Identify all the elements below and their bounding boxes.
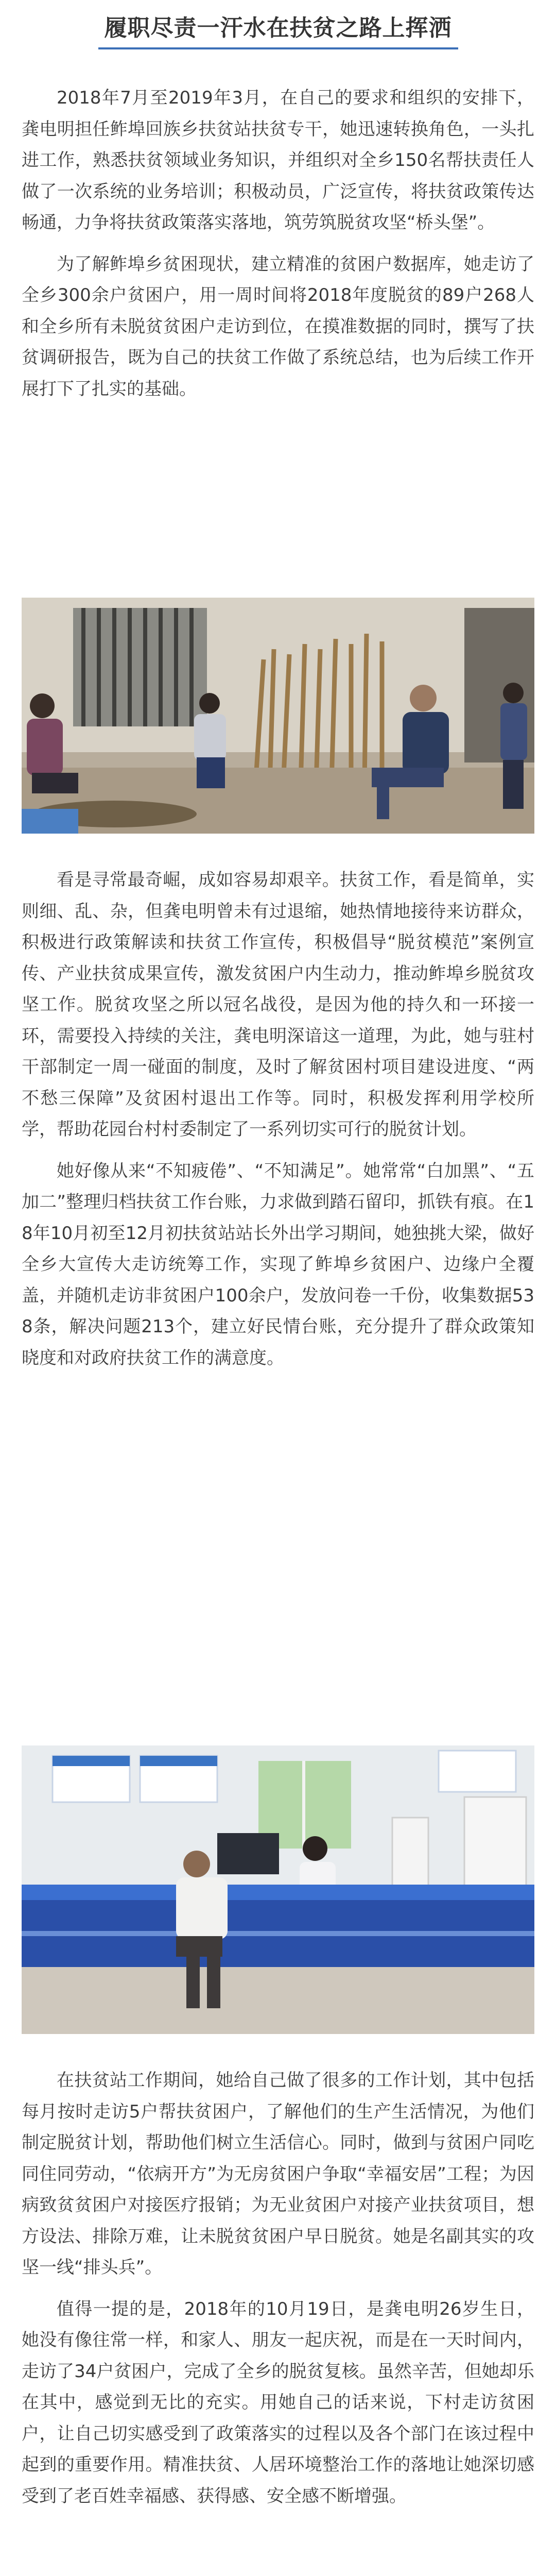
photo-service-counter-illustration	[22, 1745, 534, 2034]
section-2	[22, 865, 534, 1745]
paragraph-3: 看是寻常最奇崛，成如容易却艰辛。扶贫工作，看是简单，实则细、乱、杂，但龚电明曾未有过退缩，她热情地接待来访群众，积极进行政策解读和扶贫工作宣传，积极倡导“脱贫模范”案例宣传、产业扶贫成果宣传，激发贫困户内生动力，推动鲊埠乡脱贫攻坚工作。脱贫攻坚之所以冠名战役，是因为他的持久和一环接一环，需要投入持续的关注，龚电明深谙这一道理，为此，她与驻村干部制定一周一碰面的制度，及时了解贫困村项目建设进度、“两不愁三保障”及贫困村退出工作等。同时，积极发挥利用学校所学，帮助花园台村村委制定了一系列切实可行的脱贫计划。	[22, 870, 534, 1140]
paragraph-6: 值得一提的是，2018年的10月19日，是龚电明26岁生日，她没有像往常一样，和家人、朋友一起庆祝，而是在一天时间内，走访了34户贫困户，完成了全乡的脱贫复核。虽然辛苦，但她却乐在其中，感觉到无比的充实。用她自己的话来说，下村走访贫困户，让自己切实感受到了政策落实的过程以及各个部门在该过程中起到的重要作用。精准扶贫、人居环境整治工作的落地让她深切感受到了老百姓幸福感、获得感、安全感不断增强。	[22, 2298, 534, 2506]
photo-villagers-courtyard	[22, 598, 534, 834]
paragraph-2: 为了解鲊埠乡贫困现状，建立精准的贫困户数据库，她走访了全乡300余户贫困户，用一周时间将2018年度脱贫的89户268人和全乡所有未脱贫贫困户走访到位，在摸准数据的同时，撰写了扶贫调研报告，既为自己的扶贫工作做了系统总结，也为后续工作开展打下了扎实的基础。	[22, 253, 534, 399]
section-3	[22, 2065, 534, 2576]
section-1	[22, 82, 534, 598]
paragraph-4: 她好像从来“不知疲倦”、“不知满足”。她常常“白加黑”、“五加二”整理归档扶贫工作台账，力求做到踏石留印，抓铁有痕。在18年10月初至12月初扶贫站站长外出学习期间，她独挑大梁，做好全乡大宣传大走访统筹工作，实现了鲊埠乡贫困户、边缘户全覆盖，并随机走访非贫困户100余户，发放问卷一千份，收集数据538条，解决问题213个，建立好民情台账，充分提升了群众政策知晓度和对政府扶贫工作的满意度。	[22, 1160, 534, 1368]
photo-villagers-courtyard-illustration	[22, 598, 534, 834]
paragraph-1: 2018年7月至2019年3月，在自己的要求和组织的安排下，龚电明担任鲊埠回族乡扶贫站扶贫专干，她迅速转换角色，一头扎进工作，熟悉扶贫领域业务知识，并组织对全乡150名帮扶责任人做了一次系统的业务培训；积极动员，广泛宣传，将扶贫政策传达畅通，力争将扶贫政策落实落地，筑劳筑脱贫攻坚“桥头堡”。	[22, 88, 534, 233]
article-title: 履职尽责一汗水在扶贫之路上挥洒	[98, 9, 458, 49]
paragraph-5: 在扶贫站工作期间，她给自己做了很多的工作计划，其中包括每月按时走访5户帮扶贫困户，了解他们的生产生活情况，为他们制定脱贫计划，帮助他们树立生活信心。同时，做到与贫困户同吃同住同劳动，“依病开方”为无房贫困户争取“幸福安居”工程；为因病致贫贫困户对接医疗报销；为无业贫困户对接产业扶贫项目，想方设法、排除万难，让未脱贫贫困户早日脱贫。她是名副其实的攻坚一线“排头兵”。	[22, 2070, 534, 2278]
photo-service-counter	[22, 1745, 534, 2034]
title-wrap	[22, 0, 534, 49]
